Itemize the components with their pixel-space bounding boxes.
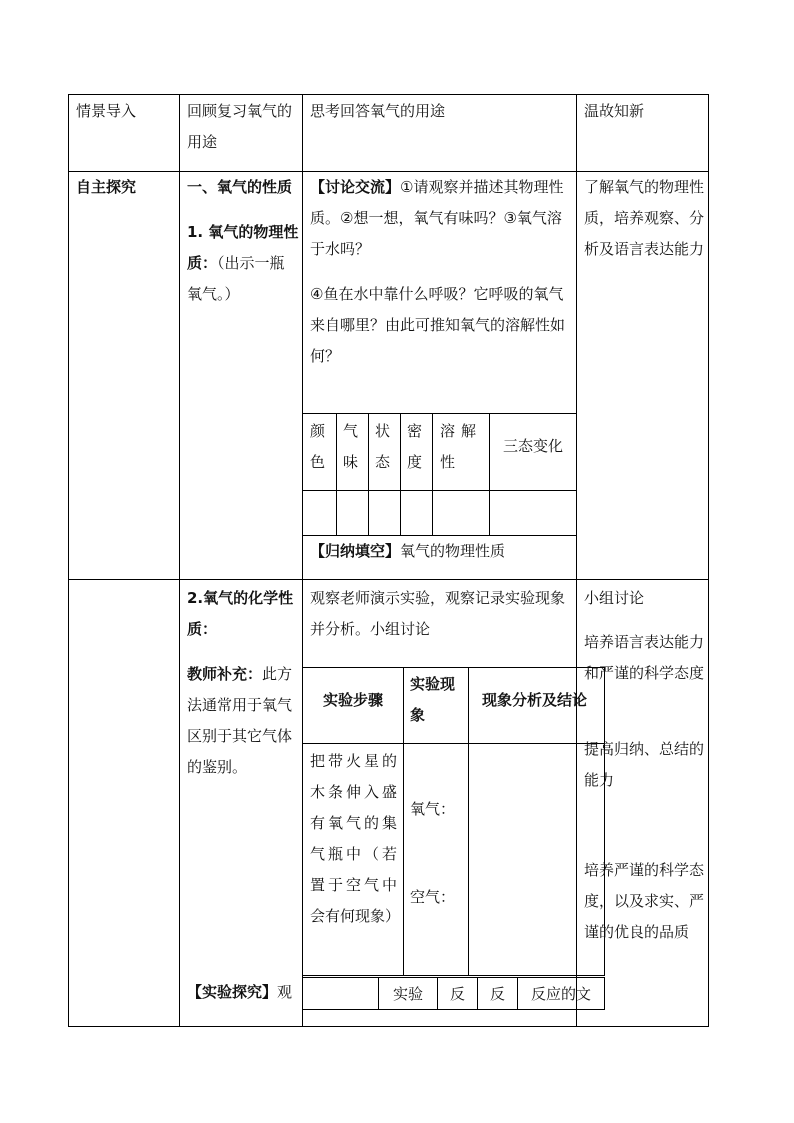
prop-header-smell: 气味 [343, 422, 359, 471]
prop-col-2 [368, 413, 369, 535]
prop-header-state: 状态 [375, 422, 391, 471]
experiment-explore-block [187, 977, 299, 1008]
table-border-bottom [68, 1026, 709, 1027]
bottom-col-right [604, 977, 605, 1009]
table-col-divider-2 [302, 94, 303, 1027]
physical-properties-note: （出示一瓶氧气。） [187, 254, 285, 303]
exp-oxygen-label: 氧气： [410, 800, 456, 818]
row1-teacher-activity: 回顾复习氧气的用途 [187, 102, 293, 151]
teacher-supplement-block [187, 659, 299, 783]
discussion-block [310, 172, 572, 265]
prop-header-density: 密度 [407, 422, 423, 471]
bottom-header-reaction-1: 反 [449, 985, 465, 1003]
row3-purpose-language: 培养语言表达能力和严谨的科学态度 [584, 633, 705, 682]
exp-air-label: 空气： [410, 888, 456, 906]
experiment-explore-text: 观 [277, 983, 293, 1001]
prop-table-mid [302, 490, 576, 491]
table-border-top [68, 94, 709, 95]
oxygen-properties-heading: 一、氧气的性质 [187, 178, 293, 196]
bottom-header-experiment: 实验 [392, 985, 423, 1003]
physical-properties-block [187, 217, 299, 310]
row3-purpose-attitude: 培养严谨的科学态度，以及求实、严谨的优良的品质 [584, 861, 705, 941]
row3-purpose-group-discussion: 小组讨论 [584, 589, 645, 607]
table-row-divider-2 [68, 579, 709, 580]
prop-col-3 [400, 413, 401, 535]
exp-header-step: 实验步骤 [322, 690, 383, 709]
table-border-right [708, 94, 709, 1027]
prop-col-1 [336, 413, 337, 535]
prop-header-phase-change: 三态变化 [502, 436, 563, 455]
row2-stage-label: 自主探究 [76, 178, 137, 196]
exp-header-phenomenon: 实验现象 [410, 675, 456, 724]
experiment-explore-label: 【实验探究】 [187, 983, 278, 1001]
row1-purpose: 温故知新 [584, 102, 645, 120]
discussion-question-4: ④鱼在水中靠什么呼吸？它呼吸的氧气来自哪里？由此可推知氧气的溶解性如何？ [310, 285, 566, 365]
exp-header-analysis: 现象分析及结论 [482, 691, 588, 709]
row1-student-activity: 思考回答氧气的用途 [310, 102, 446, 120]
prop-col-4 [432, 413, 433, 535]
row2-purpose: 了解氧气的物理性质，培养观察、分析及语言表达能力 [584, 178, 705, 258]
bottom-table-bottom [302, 1009, 605, 1010]
exp-table-bottom [302, 975, 605, 976]
exp-table-mid [302, 743, 605, 744]
table-border-left [68, 94, 69, 1027]
row1-stage-label: 情景导入 [76, 102, 137, 120]
teacher-supplement-label: 教师补充： [187, 665, 263, 683]
discussion-text: ①请观察并描述其物理性质。②想一想，氧气有味吗？③氧气溶于水吗？ [310, 178, 564, 258]
discussion-label: 【讨论交流】 [310, 178, 401, 196]
teacher-supplement-text: 此方法通常用于氧气区别于其它气体的鉴别。 [187, 665, 293, 776]
prop-header-solubility: 溶解性 [440, 422, 483, 471]
row3-purpose-summarize: 提高归纳、总结的能力 [584, 740, 705, 789]
bottom-header-reaction-2: 反 [489, 985, 505, 1003]
physical-properties-title: 1. 氧气的物理性质： [187, 223, 299, 272]
table-col-divider-1 [179, 94, 180, 1027]
bottom-header-reaction-text: 反应的文 [530, 985, 591, 1003]
exp-col-1 [403, 667, 404, 975]
prop-header-color: 颜色 [310, 422, 326, 471]
summary-block [310, 536, 572, 567]
row3-student-intro: 观察老师演示实验，观察记录实验现象并分析。小组讨论 [310, 589, 566, 638]
exp-col-2 [468, 667, 469, 975]
exp-step-text: 把带火星的木条伸入盛有氧气的集气瓶中（若置于空气中会有何现象） [310, 752, 401, 925]
summary-label: 【归纳填空】 [310, 542, 401, 560]
summary-text: 氧气的物理性质 [400, 542, 506, 560]
chemical-properties-title: 2.氧气的化学性质： [187, 589, 294, 638]
table-col-divider-3 [576, 94, 577, 1027]
